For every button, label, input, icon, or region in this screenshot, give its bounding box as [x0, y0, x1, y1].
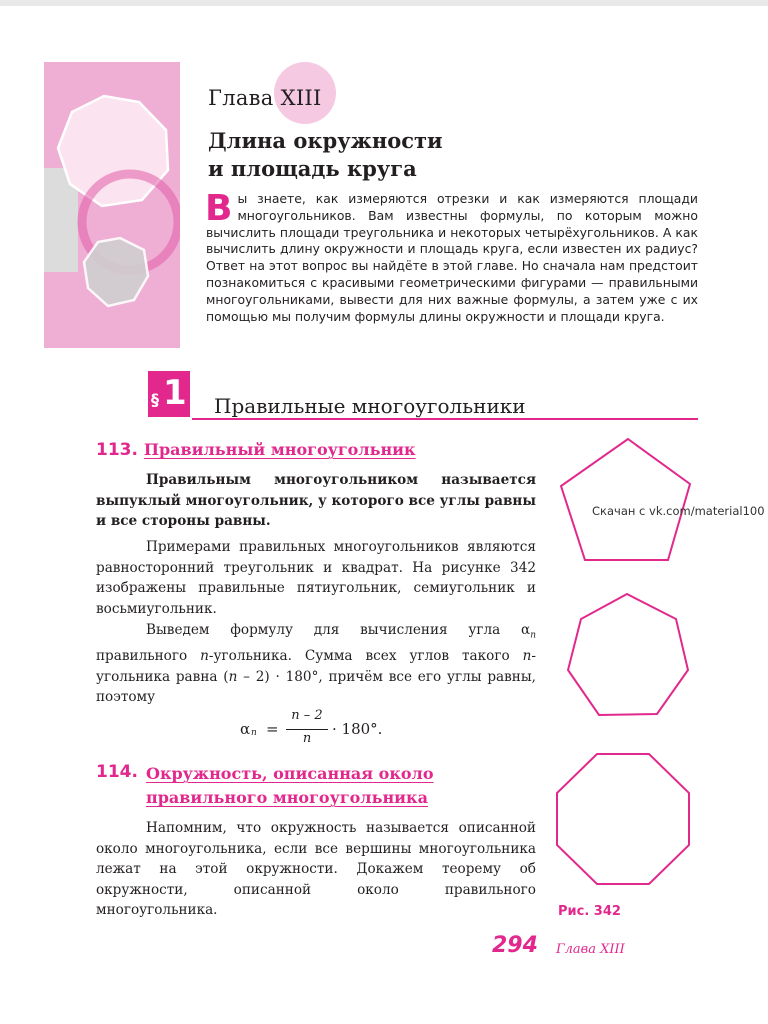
formula-denominator: n: [302, 731, 312, 746]
definition-paragraph: [96, 470, 536, 532]
angle-text-sub: n: [530, 630, 536, 641]
angle-text-d: -угольника равна (: [96, 648, 536, 685]
intro-text: ы знаете, как измеряются отрезки и как измеряются площади многоугольников. Вам известны формулы, по которым можно вычислить площади треугольника и некоторых четырёхугольников. А как вычислить длину окружности и площадь круга, если известен их радиус? Ответ на этот вопрос вы найдёте в этой главе. Но сначала нам предстоит познакомиться с красивыми геометрическими фигурами — правильными многоугольниками, вывести для них важные формулы, а затем уже с их помощью мы получим формулы длины окружности и площади круга.: [206, 191, 698, 324]
section-symbol: §: [151, 390, 159, 409]
angle-text: [96, 620, 536, 708]
pentagon-figure: [556, 436, 696, 566]
chapter-title-line1: Длина окружности: [208, 128, 443, 153]
formula-fraction-bar: [286, 729, 328, 730]
section-number: 1: [163, 373, 187, 413]
figure-caption: Рис. 342: [558, 904, 621, 919]
angle-text-b: правильного: [96, 648, 201, 665]
heading-114-title-line2: правильного многоугольника: [146, 788, 428, 807]
section-title: Правильные многоугольники: [214, 394, 526, 418]
examples-paragraph: [96, 537, 536, 619]
formula-eq: =: [266, 720, 279, 738]
definition-text: Правильным многоугольником называется выпуклый многоугольник, у которого все углы равны и все стороны равны.: [96, 472, 536, 529]
heading-113-number: 113.: [96, 440, 138, 460]
angle-formula: [240, 710, 420, 750]
watermark: Скачан с vk.com/material100: [592, 504, 765, 518]
formula-numerator: n – 2: [291, 708, 323, 723]
angle-text-n3: n: [228, 668, 238, 685]
section-rule: [192, 418, 698, 420]
examples-text: Примерами правильных многоугольников являются равносторонний треугольник и квадрат. На рисунке 342 изображены правильные пятиугольник, семиугольник и восьмиугольник.: [96, 539, 536, 617]
heading-114-title: [146, 762, 434, 810]
formula-lhs-sub: n: [251, 728, 257, 738]
angle-paragraph: [96, 620, 536, 708]
chapter-title-line2: и площадь круга: [208, 156, 417, 181]
angle-text-n1: n: [200, 648, 209, 665]
angle-text-n2: n: [522, 648, 532, 665]
chapter-label: Глава XIII: [208, 86, 322, 110]
heading-113: [96, 440, 416, 460]
angle-text-a: Выведем формулу для вычисления угла α: [146, 622, 531, 638]
circumscribed-paragraph: [96, 818, 536, 921]
top-bar: [0, 0, 768, 6]
formula-rhs: · 180°.: [332, 720, 383, 738]
heading-114-number: 114.: [96, 762, 138, 782]
intro-paragraph: [205, 188, 698, 325]
formula-lhs: α: [240, 720, 251, 738]
chapter-title: [208, 127, 548, 183]
page-number: 294: [492, 933, 538, 958]
footer-chapter: Глава XIII: [556, 942, 625, 957]
circumscribed-text: Напомним, что окружность называется описанной около многоугольника, если все вершины многоугольника лежат на этой окружности. Докажем теорему об окружности, описанной около правильного многоугольника.: [96, 820, 536, 918]
angle-text-c: -угольника. Сумма всех углов такого: [208, 648, 523, 665]
heading-113-title: Правильный многоугольник: [143, 440, 416, 459]
angle-text-e: – 2) · 180°, причём все его углы равны, поэтому: [96, 668, 536, 706]
octagon-figure: [552, 750, 694, 888]
heading-114: [96, 762, 434, 807]
intro-dropcap: В: [205, 188, 233, 229]
chapter-decoration: [44, 62, 180, 348]
heptagon-figure: [562, 590, 692, 720]
heading-114-title-line1: Окружность, описанная около: [146, 764, 434, 783]
